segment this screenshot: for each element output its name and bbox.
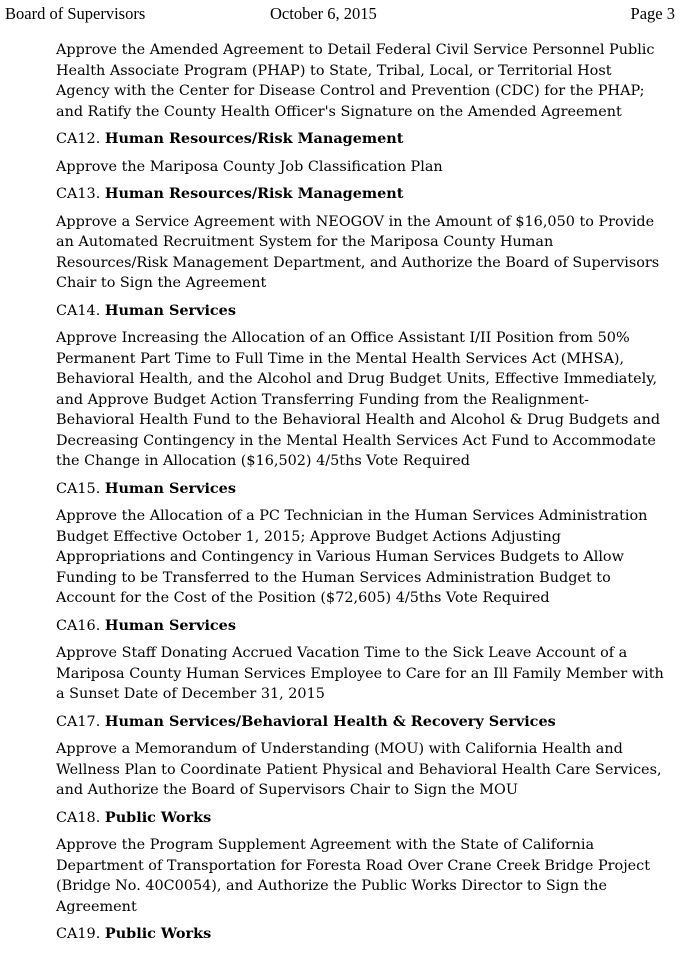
agenda-item-ca19-heading [56, 924, 666, 945]
agenda-item-ca13-description: Approve a Service Agreement with NEOGOV in the Amount of $16,050 to Provide an Automated Recruitment System for the Mariposa County Human Resources/Risk Management Department, and Authorize the Board of Supervisors Chair to Sign the Agreement [56, 213, 660, 291]
item-department: Public Works [104, 808, 212, 826]
item-department: Human Services [104, 479, 236, 497]
agenda-item-ca18-heading [56, 808, 666, 829]
item-department: Human Services/Behavioral Health & Recovery Services [104, 712, 556, 730]
agenda-content [56, 40, 666, 952]
item-code: CA14. [56, 302, 101, 319]
agenda-item-ca13-heading [56, 184, 666, 205]
item-code: CA17. [56, 713, 101, 730]
item-department: Human Services [104, 616, 236, 634]
agenda-item-ca12-heading [56, 129, 666, 150]
item-department: Human Services [104, 301, 236, 319]
agenda-item-ca16-description: Approve Staff Donating Accrued Vacation Time to the Sick Leave Account of a Mariposa County Human Services Employee to Care for an Ill Family Member with a Sunset Date of December 31, 2015 [56, 645, 664, 702]
agenda-item-ca12-description: Approve the Mariposa County Job Classification Plan [56, 158, 443, 175]
item-department: Human Resources/Risk Management [104, 130, 404, 147]
agenda-item-ca15-description: Approve the Allocation of a PC Technician in the Human Services Administration Budget Effective October 1, 2015; Approve Budget Actions Adjusting Appropriations and Contingency in Various Human Services Budgets to Allow Funding to be Transferred to the Human Services Administration Budget to Account for the Cost of the Position ($72,605) 4/5ths Vote Required [56, 508, 648, 606]
agenda-item-ca14-description: Approve Increasing the Allocation of an Office Assistant I/II Position from 50% Permanent Part Time to Full Time in the Mental Health Services Act (MHSA), Behavioral Health, and the Alcohol and Drug Budget Units, Effective Immediately, and Approve Budget Action Transferring Funding from the Realignment-Behavioral Health Fund to the Behavioral Health and Alcohol & Drug Budgets and Decreasing Contingency in the Mental Health Services Act Fund to Accommodate the Change in Allocation ($16,502) 4/5ths Vote Required [56, 330, 661, 469]
agenda-item-ca17-heading [56, 712, 666, 733]
header-board-name: Board of Supervisors [5, 4, 146, 23]
item-code: CA16. [56, 617, 101, 634]
header-date: October 6, 2015 [270, 4, 377, 23]
item-code: CA12. [56, 131, 101, 147]
item-code: CA18. [56, 809, 101, 826]
header-page-number: Page 3 [630, 4, 675, 23]
agenda-item-ca14-heading [56, 301, 666, 322]
item-department: Human Resources/Risk Management [104, 185, 404, 202]
agenda-item-ca15-heading [56, 479, 666, 500]
agenda-item-ca18-description: Approve the Program Supplement Agreement with the State of California Department of Transportation for Foresta Road Over Crane Creek Bridge Project (Bridge No. 40C0054), and Authorize the Public Works Director to Sign the Agreement [56, 837, 651, 915]
agenda-item-ca16-heading [56, 616, 666, 637]
intro-item-description: Approve the Amended Agreement to Detail Federal Civil Service Personnel Public Health Associate Program (PHAP) to State, Tribal, Local, or Territorial Host Agency with the Center for Disease Control and Prevention (CDC) for the PHAP; and Ratify the County Health Officer's Signature on the Amended Agreement [56, 42, 655, 120]
item-code: CA15. [56, 480, 101, 497]
item-code: CA13. [56, 186, 101, 202]
page-header [0, 4, 680, 26]
agenda-item-ca17-description: Approve a Memorandum of Understanding (MOU) with California Health and Wellness Plan to Coordinate Patient Physical and Behavioral Health Care Services, and Authorize the Board of Supervisors Chair to Sign the MOU [56, 741, 662, 798]
item-department: Public Works [104, 925, 212, 942]
item-code: CA19. [56, 926, 101, 942]
